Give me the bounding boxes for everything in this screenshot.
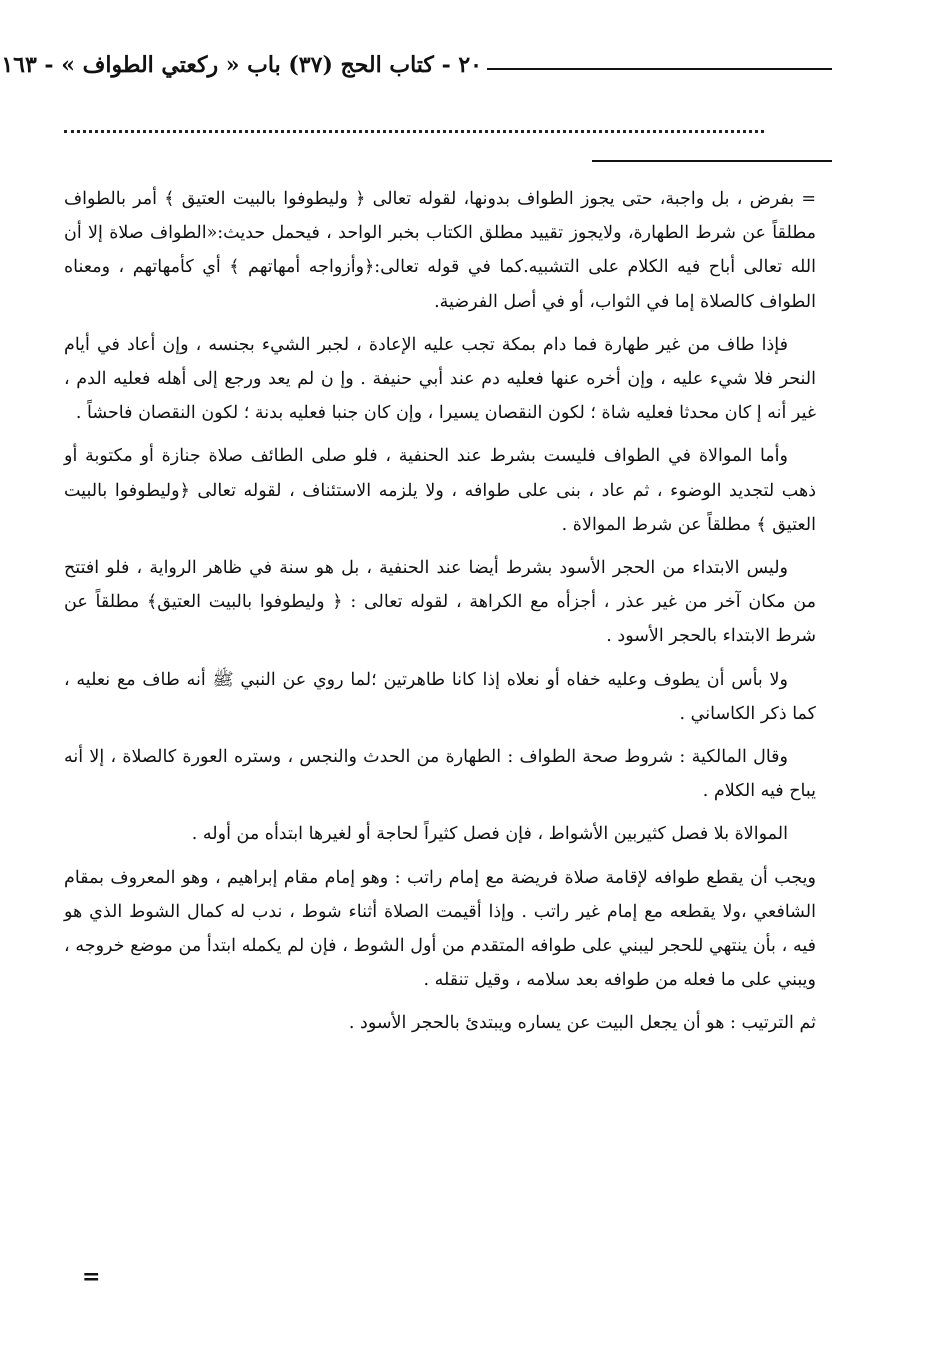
paragraph: = بفرض ، بل واجبة، حتى يجوز الطواف بدونها، لقوله تعالى ﴿ وليطوفوا بالبيت العتيق ﴾ أمر بالطواف مطلقاً عن شرط الطهارة، ولايجوز تقييد مطلق الكتاب بخبر الواحد ، فيحمل حديث:«الطواف صلاة إلا أن الله تعالى أباح فيه الكلام على التشبيه.كما في قوله تعالى:﴿وأزواجه أمهاتهم ﴾ أي كأمهاتهم ، ومعناه الطواف كالصلاة إما في الثواب، أو في أصل الفرضية. (64, 189, 816, 312)
header-rule (487, 68, 832, 70)
paragraph: الموالاة بلا فصل كثيربين الأشواط ، فإن فصل كثيراً لحاجة أو لغيرها ابتدأه من أوله . (191, 824, 788, 845)
paragraph: ويجب أن يقطع طوافه لإقامة صلاة فريضة مع إمام راتب : وهو إمام مقام إبراهيم ، وهو المعروف بمقام الشافعي ،ولا يقطعه مع إمام غير راتب . وإذا أقيمت الصلاة أثناء شوط ، ندب له كمال الشوط الذي هو فيه ، بأن ينتهي للحجر ليبني على طوافه المتقدم من أول الشوط ، فإن لم يكمله ابتدأ من موضع خروجه ، ويبني على ما فعله من طوافه بعد سلامه ، وقيل تنقله . (64, 867, 816, 991)
dotted-separator (64, 130, 764, 133)
paragraph: وقال المالكية : شروط صحة الطواف : الطهارة من الحدث والنجس ، وستره العورة كالصلاة ، إلا أنه يباح فيه الكلام . (64, 747, 816, 802)
paragraph: وأما الموالاة في الطواف فليست بشرط عند الحنفية ، فلو صلى الطائف صلاة جنازة أو مكتوبة أو ذهب لتجديد الوضوء ، ثم عاد ، بنى على طوافه ، ولا يلزمه الاستئناف ، لقوله تعالى ﴿وليطوفوا بالبيت العتيق ﴾ مطلقاً عن شرط الموالاة . (64, 446, 816, 535)
page-header (1, 46, 832, 86)
paragraph: ثم الترتيب : هو أن يجعل البيت عن يساره ويبتدئ بالحجر الأسود . (348, 1013, 816, 1034)
paragraph: وليس الابتداء من الحجر الأسود بشرط أيضا عند الحنفية ، بل هو سنة في ظاهر الرواية ، فلو افتتح من مكان آخر من غير عذر ، أجزأه مع الكراهة ، لقوله تعالى : ﴿ وليطوفوا بالبيت العتيق﴾ مطلقاً عن شرط الابتداء بالحجر الأسود . (64, 558, 816, 647)
running-header-title: ٢٠ - كتاب الحج (٣٧) باب « ركعتي الطواف » - ١٦٣ (1, 52, 482, 78)
continuation-mark: = (82, 1264, 101, 1290)
paragraph: فإذا طاف من غير طهارة فما دام بمكة تجب عليه الإعادة ، لجبر الشيء بجنسه ، وإن أعاد في أيام النحر فلا شيء عليه ، وإن أخره عنها فعليه دم عند أبي حنيفة . وإ ن لم يعد ورجع إلى أهله فعليه الدم ، غير أنه إ كان محدثا فعليه شاة ؛ لكون النقصان يسيرا ، وإن كان جنبا فعليه بدنة ؛ لكون النقصان فاحشاً . (64, 334, 816, 424)
footnote-body (64, 182, 816, 1050)
paragraph: ولا بأس أن يطوف وعليه خفاه أو نعلاه إذا كانا طاهرتين ؛لما روي عن النبي ﷺ أنه طاف مع نعليه ، كما ذكر الكاساني . (64, 669, 816, 724)
footnote-rule (592, 160, 832, 162)
